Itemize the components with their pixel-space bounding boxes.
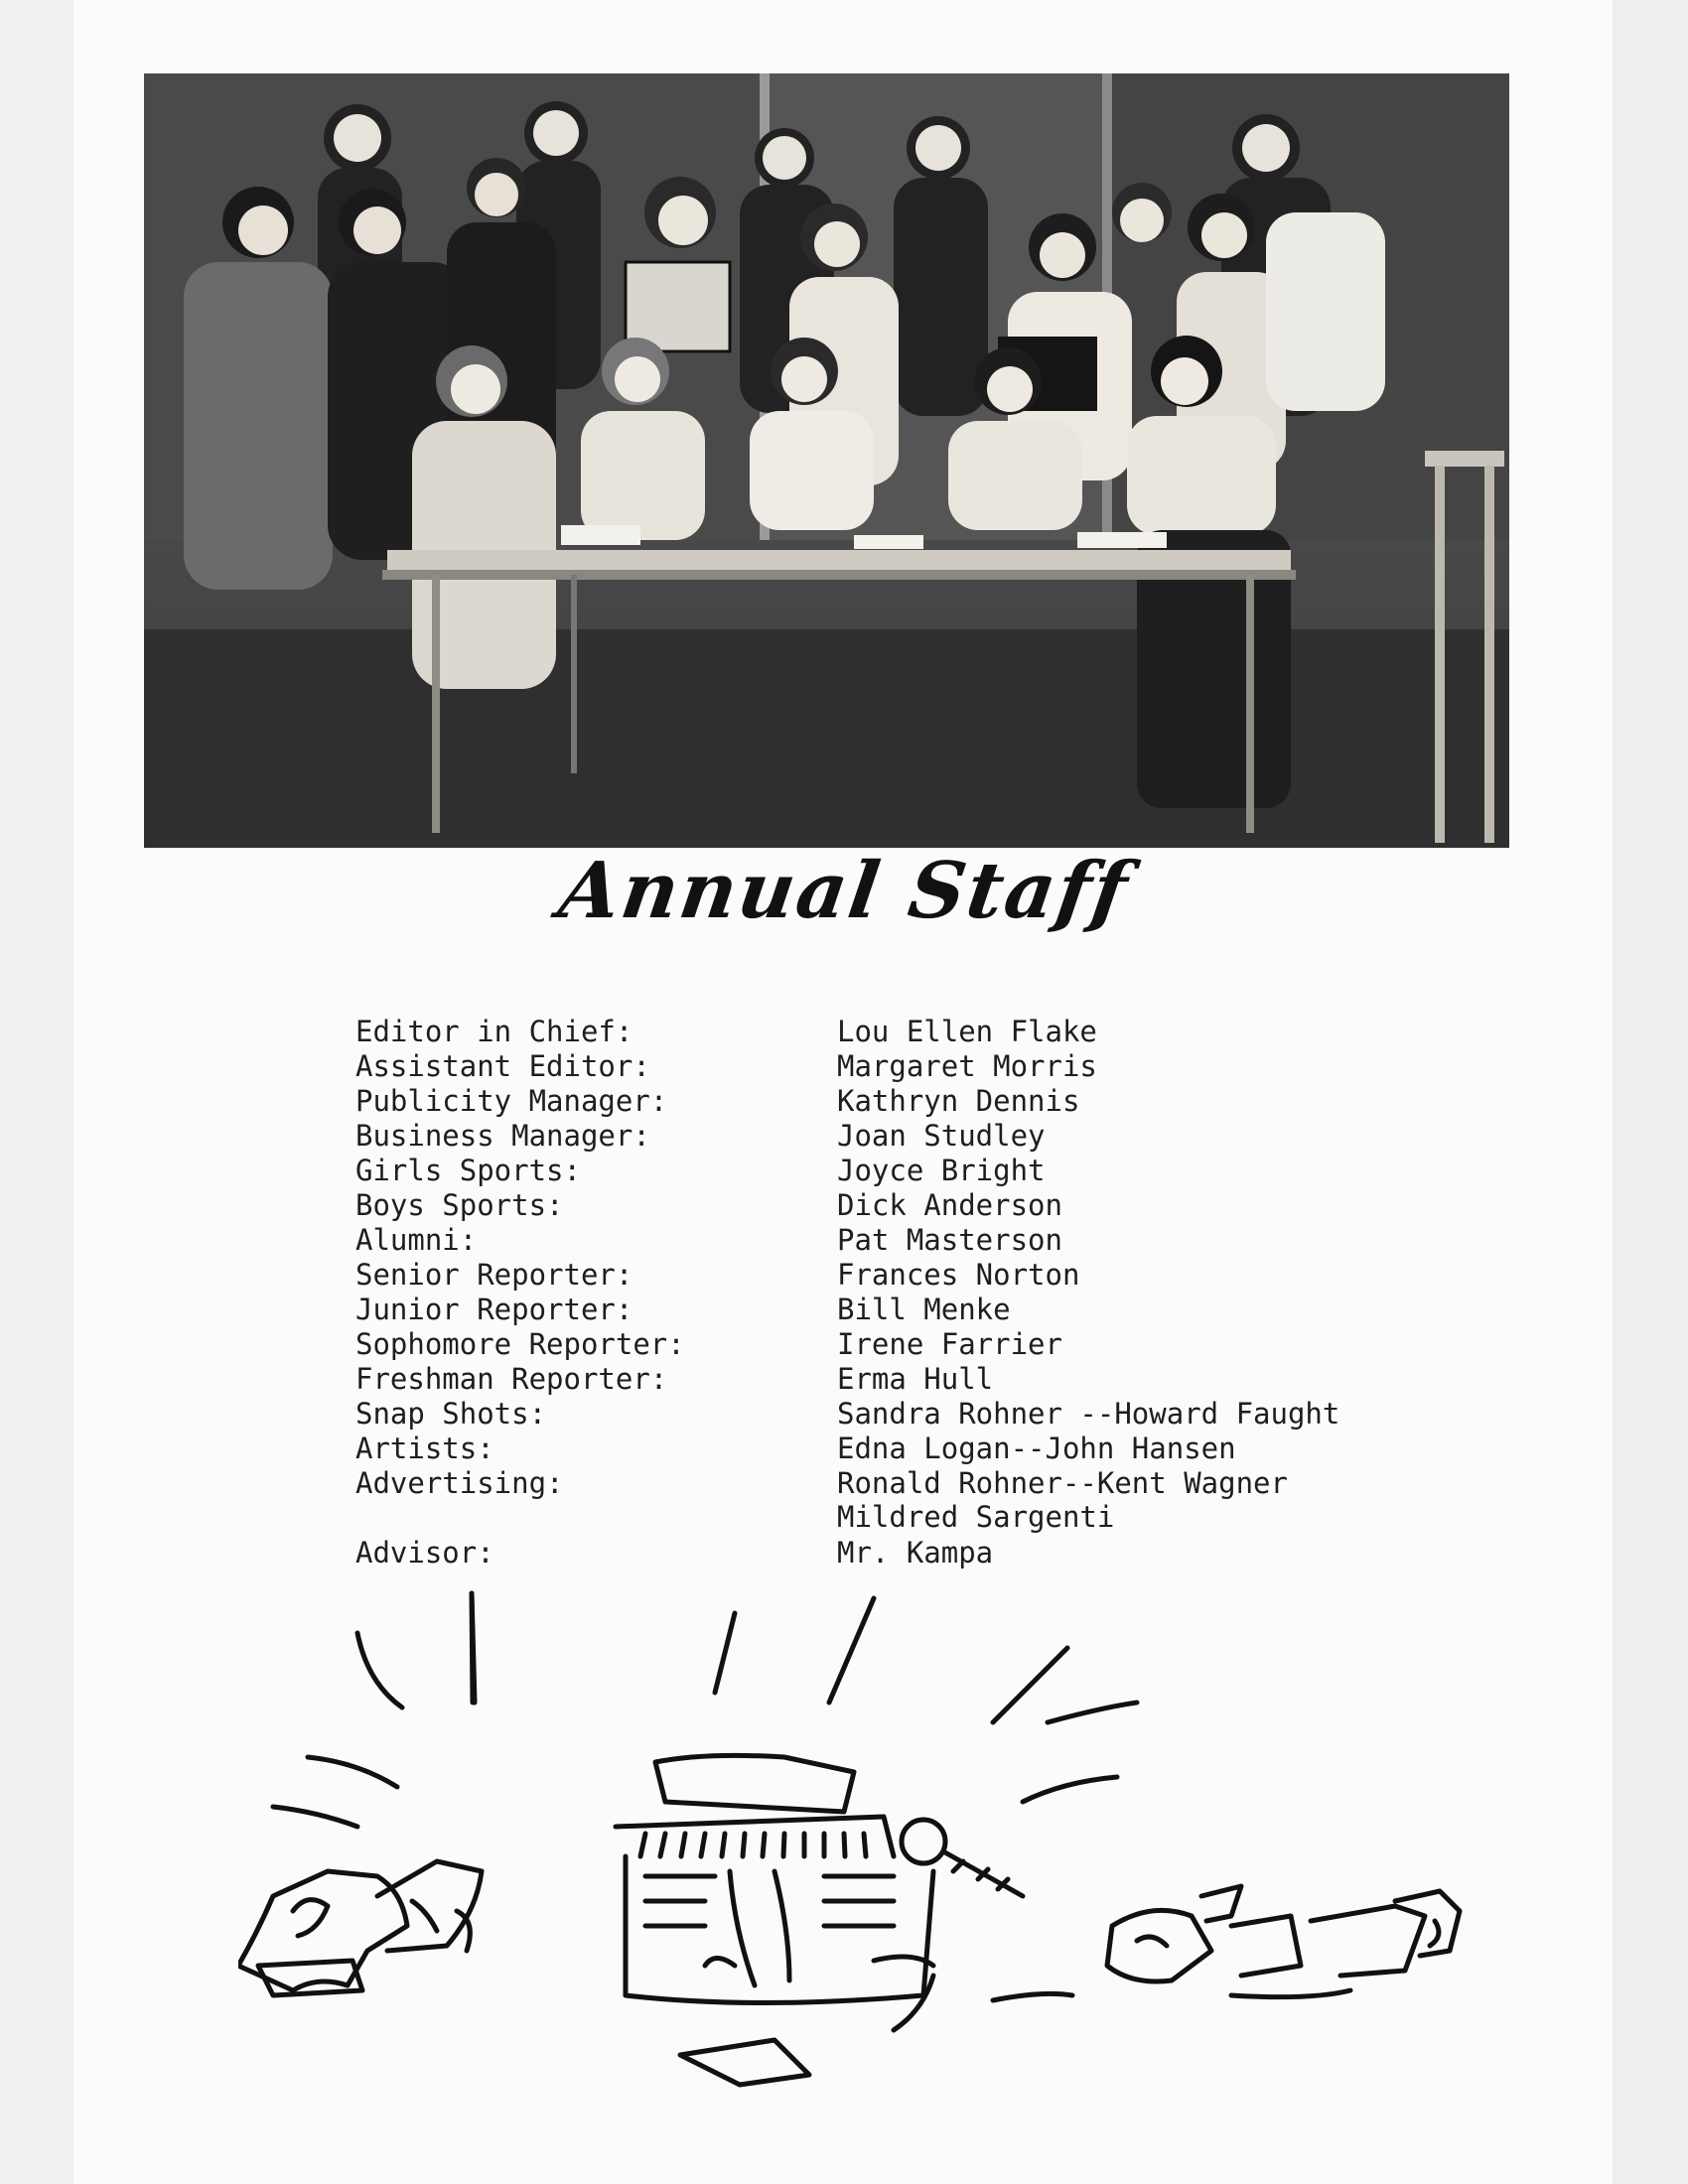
staff-name: Sandra Rohner --Howard Faught [837, 1397, 1340, 1431]
scan-margin-left [0, 0, 73, 2184]
staff-role: Freshman Reporter: [355, 1362, 668, 1396]
list-item [355, 1293, 1497, 1327]
list-item [355, 1432, 1497, 1466]
staff-name: Edna Logan--John Hansen [837, 1432, 1236, 1465]
staff-role: Sophomore Reporter: [355, 1327, 685, 1361]
staff-role: Business Manager: [355, 1119, 650, 1153]
staff-name: Irene Farrier [837, 1327, 1062, 1361]
staff-name: Bill Menke [837, 1293, 1011, 1326]
list-item [355, 1154, 1497, 1188]
staff-role: Editor in Chief: [355, 1015, 633, 1048]
staff-role: Snap Shots: [355, 1397, 547, 1431]
group-photo [144, 73, 1509, 848]
staff-name: Margaret Morris [837, 1049, 1097, 1083]
scan-margin-right [1613, 0, 1688, 2184]
staff-role: Alumni: [355, 1223, 478, 1257]
staff-role: Junior Reporter: [355, 1293, 633, 1326]
staff-role: Advertising: [355, 1466, 564, 1500]
staff-name: Joyce Bright [837, 1154, 1046, 1187]
list-item [355, 1466, 1497, 1536]
group-photo-image [144, 73, 1509, 848]
staff-role: Publicity Manager: [355, 1084, 668, 1118]
list-item [355, 1223, 1497, 1258]
staff-role: Senior Reporter: [355, 1258, 633, 1292]
staff-role: Girls Sports: [355, 1154, 581, 1187]
staff-name: Dick Anderson [837, 1188, 1062, 1222]
typewriter-drawing [238, 1573, 1549, 2095]
list-item [355, 1536, 1497, 1570]
list-item [355, 1397, 1497, 1432]
list-item [355, 1119, 1497, 1154]
list-item [355, 1188, 1497, 1223]
staff-role: Assistant Editor: [355, 1049, 650, 1083]
typewriter-drawing-image [238, 1573, 1549, 2095]
staff-name: Ronald Rohner--Kent Wagner Mildred Sargenti [837, 1466, 1288, 1534]
staff-name: Kathryn Dennis [837, 1084, 1080, 1118]
staff-name: Frances Norton [837, 1258, 1080, 1292]
list-item [355, 1084, 1497, 1119]
staff-name: Joan Studley [837, 1119, 1046, 1153]
staff-role: Artists: [355, 1432, 494, 1465]
list-item [355, 1327, 1497, 1362]
list-item [355, 1362, 1497, 1397]
list-item [355, 1015, 1497, 1049]
list-item [355, 1258, 1497, 1293]
staff-name: Lou Ellen Flake [837, 1015, 1097, 1048]
staff-list [355, 1015, 1497, 1570]
staff-name: Erma Hull [837, 1362, 994, 1396]
staff-role: Boys Sports: [355, 1188, 564, 1222]
staff-name: Pat Masterson [837, 1223, 1062, 1257]
staff-name: Mr. Kampa [837, 1536, 994, 1570]
staff-role: Advisor: [355, 1536, 494, 1570]
page-title: Annual Staff [553, 846, 1135, 936]
list-item [355, 1049, 1497, 1084]
